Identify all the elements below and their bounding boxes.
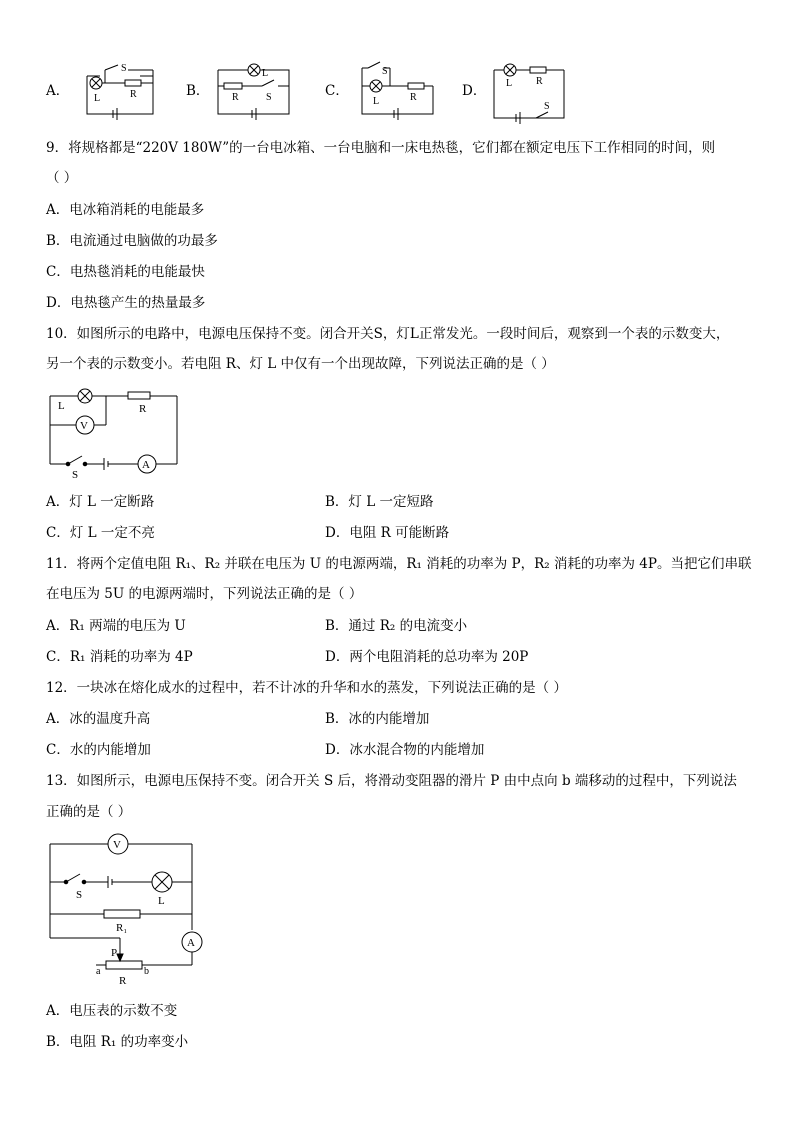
q11-stem-line2: 在电压为 5U 的电源两端时，下列说法正确的是（ ）: [46, 586, 363, 602]
q8-circuit-a: [80, 62, 160, 122]
q13-slider-label: P: [111, 947, 118, 959]
q13-end-b-label: b: [144, 966, 149, 977]
q12-option-b: B．冰的内能增加: [325, 711, 430, 727]
q8a-switch-label: S: [121, 63, 127, 74]
q13-voltmeter-label: V: [113, 839, 121, 851]
q12-stem: 12．一块冰在熔化成水的过程中，若不计冰的升华和水的蒸发，下列说法正确的是（ ）: [46, 680, 567, 696]
q9-stem-line2: （ ）: [46, 170, 78, 186]
q13-end-a-label: a: [96, 966, 101, 977]
q10-option-b: B．灯 L 一定短路: [325, 494, 434, 510]
q8-circuit-d: [492, 62, 572, 122]
q11-option-d: D．两个电阻消耗的总功率为 20P: [325, 649, 529, 665]
q13-circuit-diagram: [44, 830, 214, 990]
q8b-switch-label: S: [266, 92, 272, 103]
q13-stem-line1: 13．如图所示，电源电压保持不变。闭合开关 S 后，将滑动变阻器的滑片 P 由中点向 b 端移动的过程中，下列说法: [46, 773, 737, 789]
q11-stem-line1: 11．将两个定值电阻 R₁、R₂ 并联在电压为 U 的电源两端，R₁ 消耗的功率为 P，R₂ 消耗的功率为 4P。当把它们串联: [46, 556, 752, 572]
q10-option-c: C．灯 L 一定不亮: [46, 525, 155, 541]
q8-option-d-label: D．: [462, 83, 487, 99]
q8a-resistor-label: R: [130, 89, 137, 100]
q12-option-c: C．水的内能增加: [46, 742, 151, 758]
q8a-lamp-label: L: [94, 93, 101, 104]
q9-option-a: A．电冰箱消耗的电能最多: [46, 202, 205, 218]
q13-r1-label: R₁: [116, 922, 128, 934]
q13-ammeter-label: A: [187, 937, 195, 949]
q10-circuit-diagram: [44, 384, 184, 481]
q13-lamp-label: L: [158, 895, 165, 907]
q8d-resistor-label: R: [536, 76, 543, 87]
q9-option-d: D．电热毯产生的热量最多: [46, 295, 206, 311]
q11-option-a: A．R₁ 两端的电压为 U: [46, 618, 186, 634]
q12-option-a: A．冰的温度升高: [46, 711, 151, 727]
q10-stem-line2: 另一个表的示数变小。若电阻 R、灯 L 中仅有一个出现故障，下列说法正确的是（ ）: [46, 356, 555, 372]
q10-resistor-label: R: [139, 403, 147, 415]
q9-stem-line1: 9．将规格都是“220V 180W”的一台电冰箱、一台电脑和一床电热毯，它们都在额定电压下工作相同的时间，则: [46, 140, 716, 156]
q13-option-b: B．电阻 R₁ 的功率变小: [46, 1034, 189, 1050]
q8d-lamp-label: L: [506, 78, 513, 89]
q13-stem-line2: 正确的是（ ）: [46, 804, 132, 820]
q8-option-b-label: B．: [186, 83, 210, 99]
q8c-switch-label: S: [382, 66, 388, 77]
q10-lamp-label: L: [58, 400, 65, 412]
q8d-switch-label: S: [544, 101, 550, 112]
q11-option-b: B．通过 R₂ 的电流变小: [325, 618, 468, 634]
q10-voltmeter-label: V: [80, 420, 88, 432]
q8c-lamp-label: L: [373, 96, 380, 107]
q13-switch-label: S: [76, 889, 83, 901]
q10-option-d: D．电阻 R 可能断路: [325, 525, 450, 541]
q9-option-c: C．电热毯消耗的电能最快: [46, 264, 205, 280]
q10-ammeter-label: A: [142, 459, 150, 471]
q8-option-a-label: A．: [46, 83, 70, 99]
q10-stem-line1: 10．如图所示的电路中，电源电压保持不变。闭合开关S，灯L正常发光。一段时间后，观察到一个表的示数变大，: [46, 326, 730, 342]
q10-switch-label: S: [72, 469, 79, 481]
q8-circuit-b: [216, 62, 296, 122]
q10-option-a: A．灯 L 一定断路: [46, 494, 155, 510]
q8b-resistor-label: R: [232, 92, 239, 103]
q8b-lamp-label: L: [262, 68, 269, 79]
q8-circuit-c: [360, 62, 440, 122]
q13-rheostat-label: R: [119, 975, 127, 987]
q9-option-b: B．电流通过电脑做的功最多: [46, 233, 218, 249]
q12-option-d: D．冰水混合物的内能增加: [325, 742, 485, 758]
q13-option-a: A．电压表的示数不变: [46, 1003, 178, 1019]
q11-option-c: C．R₁ 消耗的功率为 4P: [46, 649, 193, 665]
q8-option-c-label: C．: [325, 83, 349, 99]
q8c-resistor-label: R: [410, 92, 417, 103]
